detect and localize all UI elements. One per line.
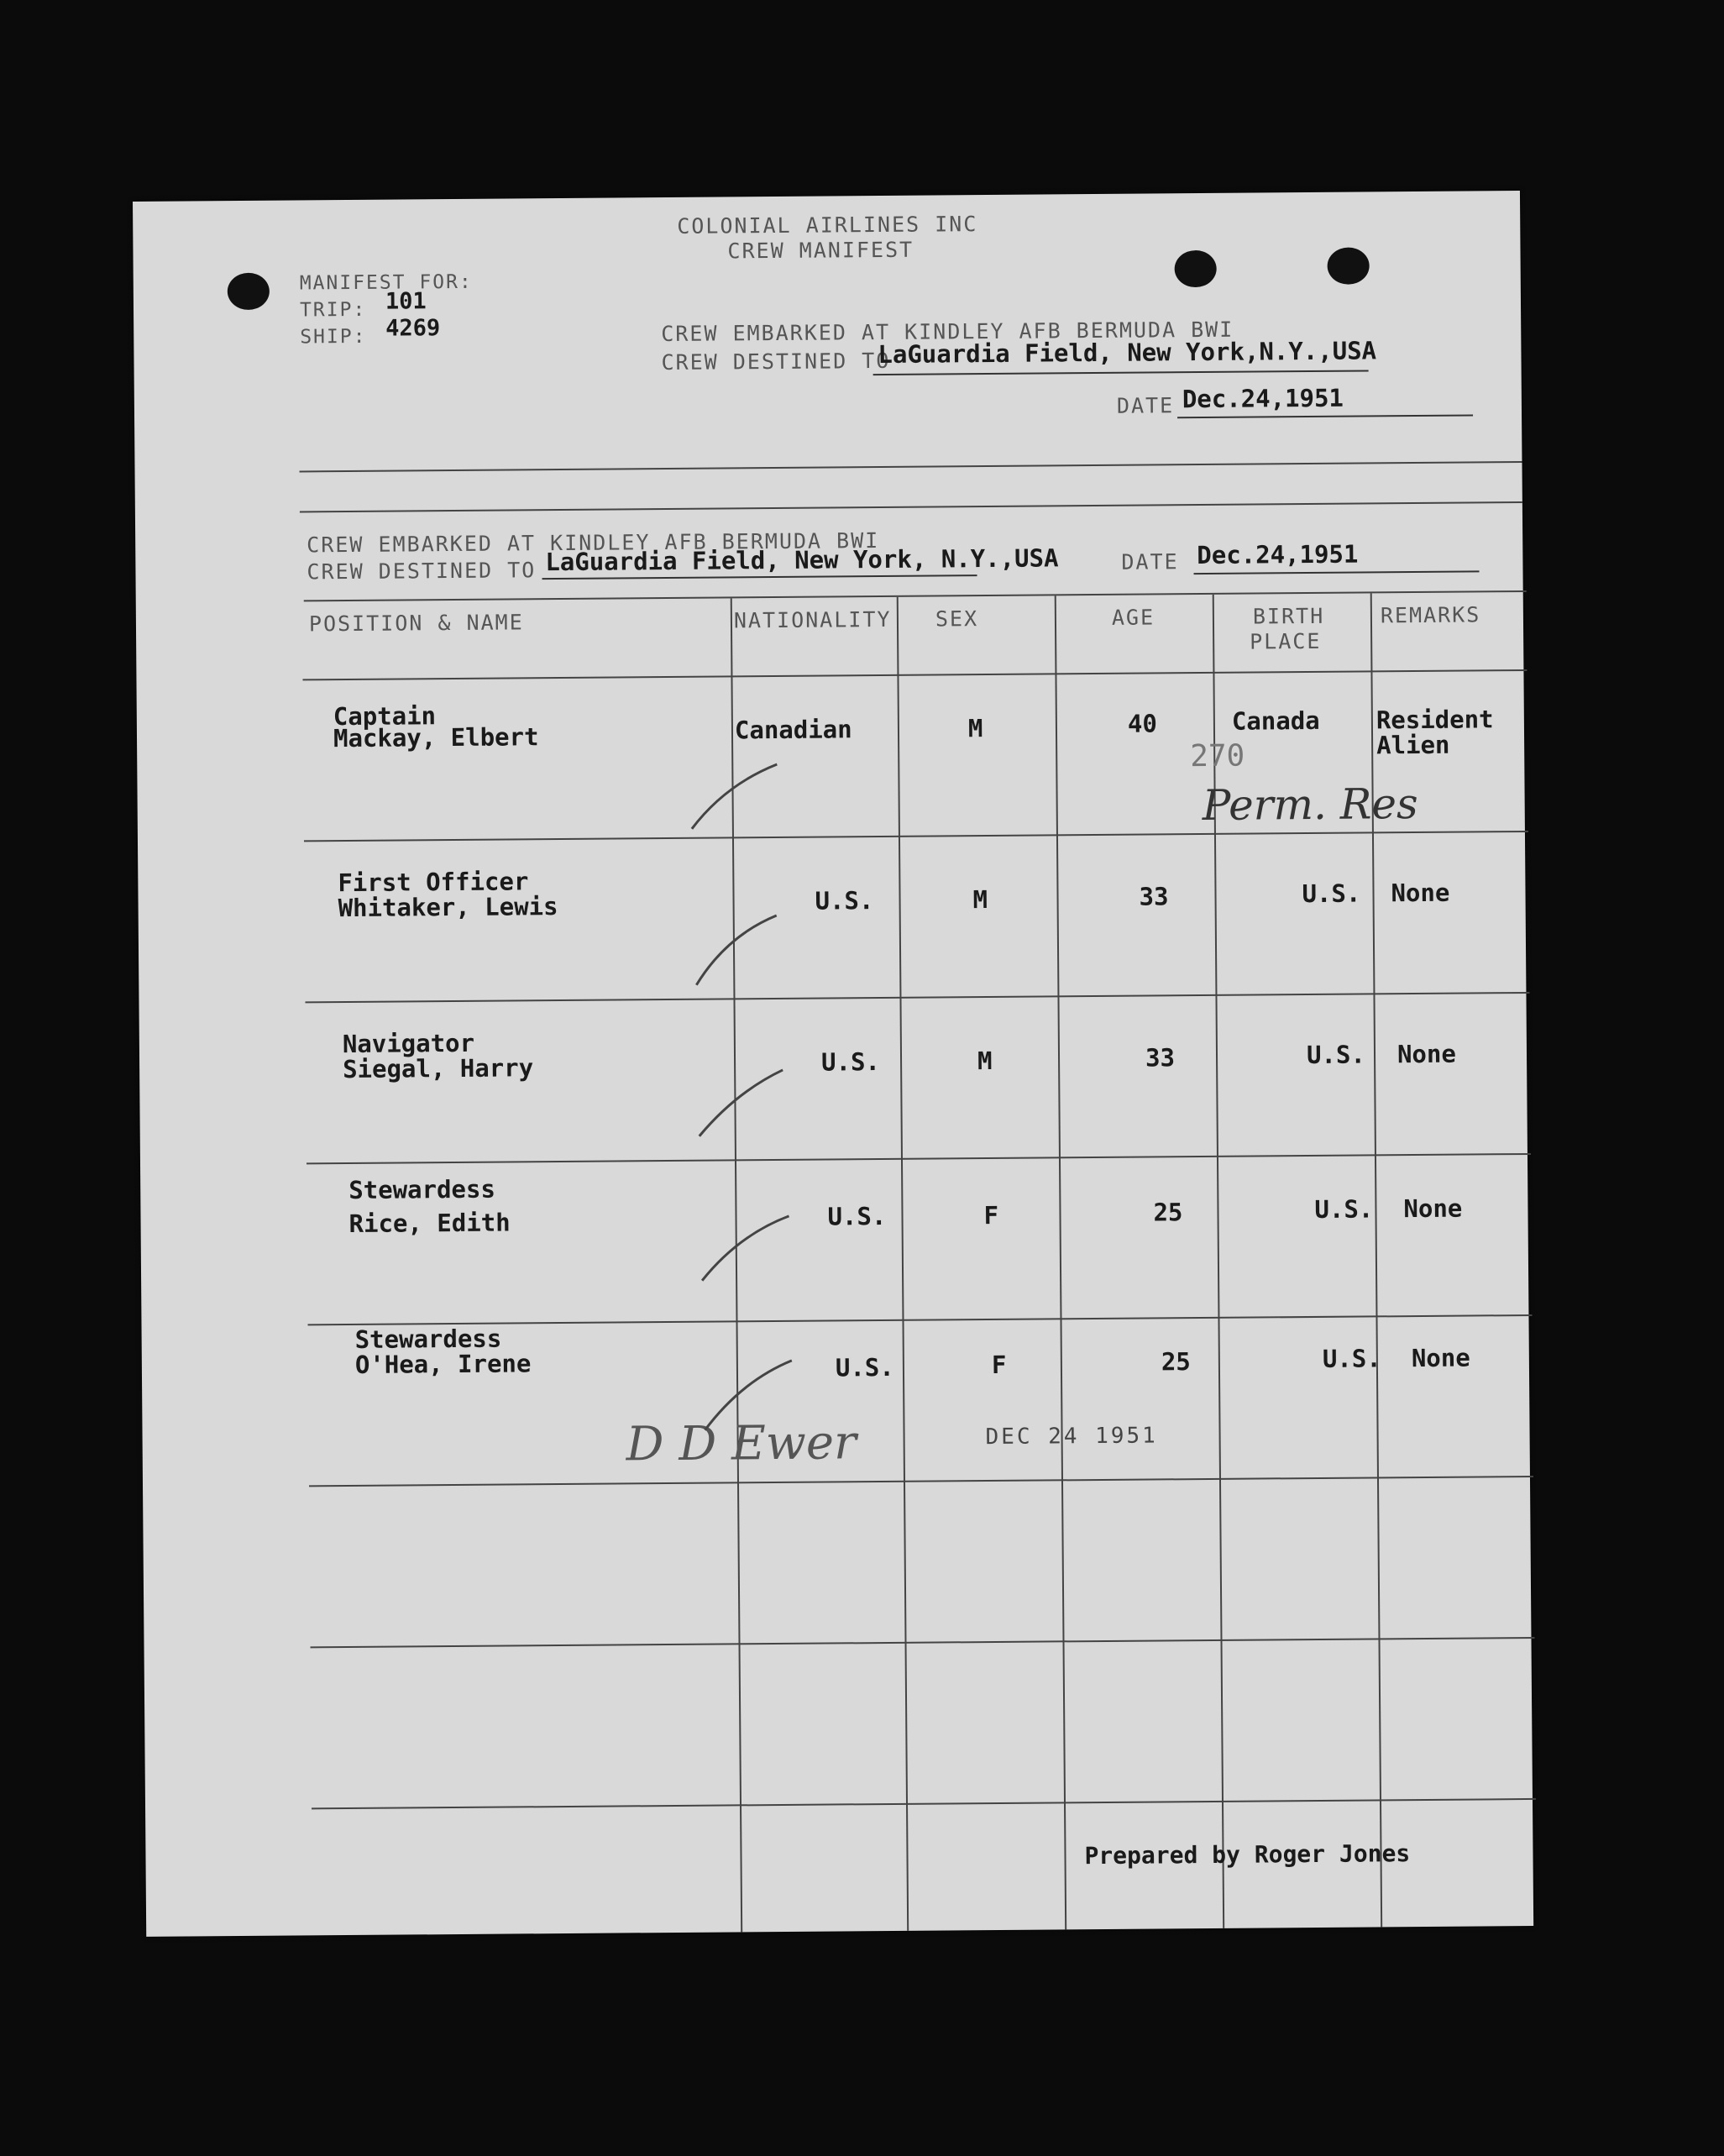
col-nationality: NATIONALITY	[733, 606, 892, 633]
crew-remarks: None	[1411, 1343, 1470, 1373]
check-mark	[705, 1361, 793, 1430]
crew-nationality: U.S.	[815, 886, 874, 915]
crew-sex: F	[991, 1350, 1007, 1380]
check-marks	[133, 191, 1533, 1937]
date-value: Dec.24,1951	[1197, 539, 1359, 570]
trip-label: TRIP:	[299, 298, 367, 322]
col-age: AGE	[1111, 605, 1155, 630]
destined-value: LaGuardia Field, New York, N.Y.,USA	[545, 543, 1059, 577]
col-position-name: POSITION & NAME	[308, 610, 524, 637]
crew-position: Stewardess	[348, 1174, 495, 1205]
trip-value: 101	[385, 288, 427, 315]
crew-birthplace: U.S.	[1302, 879, 1361, 909]
inspector-signature: D D Ewer	[626, 1415, 857, 1472]
crew-remarks: None	[1391, 878, 1450, 908]
embarked-label-top: CREW EMBARKED AT KINDLEY AFB BERMUDA BWI	[661, 317, 1234, 347]
crew-age: 40	[1127, 709, 1157, 738]
crew-remarks-line2: Alien	[1376, 730, 1450, 760]
crew-birthplace: U.S.	[1306, 1040, 1365, 1070]
crew-name: Rice, Edith	[348, 1208, 511, 1239]
crew-sex: M	[977, 1046, 993, 1076]
crew-sex: F	[983, 1200, 999, 1230]
crew-name: Siegal, Harry	[342, 1053, 534, 1084]
handwritten-note: Perm. Res	[1202, 779, 1418, 831]
col-birth-line1: BIRTH	[1252, 603, 1325, 629]
col-birth-line2: PLACE	[1250, 628, 1322, 654]
check-mark	[699, 1070, 783, 1136]
crew-name: Whitaker, Lewis	[338, 892, 558, 923]
manifest-for-label: MANIFEST FOR:	[299, 270, 473, 295]
crew-age: 33	[1139, 882, 1169, 911]
manifest-page	[133, 191, 1533, 1937]
crew-age: 33	[1145, 1043, 1176, 1073]
destined-label: CREW DESTINED TO	[307, 558, 537, 585]
date-value-top: Dec.24,1951	[1182, 383, 1344, 414]
col-remarks: REMARKS	[1380, 602, 1481, 628]
crew-nationality: U.S.	[820, 1047, 881, 1077]
crew-sex: M	[972, 885, 988, 915]
crew-remarks: None	[1403, 1193, 1463, 1224]
crew-name: O'Hea, Irene	[354, 1349, 532, 1379]
ship-value: 4269	[385, 315, 441, 342]
crew-nationality: U.S.	[835, 1352, 894, 1382]
annotation-number: 270	[1190, 738, 1245, 774]
crew-position: Captain	[333, 701, 437, 732]
crew-birthplace: U.S.	[1322, 1344, 1381, 1373]
crew-sex: M	[967, 714, 983, 743]
col-sex: SEX	[935, 606, 979, 632]
crew-position: First Officer	[338, 867, 529, 898]
ship-label: SHIP:	[300, 325, 367, 349]
embarked-label: CREW EMBARKED AT KINDLEY AFB BERMUDA BWI	[307, 528, 880, 558]
destined-label-top: CREW DESTINED TO	[661, 348, 891, 375]
crew-birthplace: Canada	[1231, 706, 1320, 736]
crew-position: Stewardess	[354, 1324, 502, 1354]
crew-position: Navigator	[342, 1028, 475, 1059]
destined-value-top: LaGuardia Field, New York,N.Y.,USA	[878, 336, 1377, 370]
crew-remarks: Resident	[1376, 705, 1494, 735]
check-mark	[696, 915, 778, 985]
company-name: COLONIAL AIRLINES INC	[677, 212, 978, 239]
check-mark	[702, 1216, 790, 1281]
crew-nationality: U.S.	[827, 1201, 887, 1231]
crew-age: 25	[1161, 1347, 1191, 1377]
crew-nationality: Canadian	[734, 715, 852, 745]
date-stamp: DEC 24 1951	[985, 1423, 1158, 1450]
prepared-by: Prepared by Roger Jones	[1084, 1839, 1411, 1870]
date-label: DATE	[1121, 549, 1179, 574]
crew-birthplace: U.S.	[1314, 1194, 1374, 1224]
crew-name: Mackay, Elbert	[333, 722, 539, 753]
check-mark	[691, 764, 778, 829]
form-title: CREW MANIFEST	[727, 237, 914, 264]
date-label-top: DATE	[1116, 393, 1175, 418]
crew-age: 25	[1153, 1198, 1183, 1227]
crew-remarks: None	[1396, 1039, 1456, 1069]
